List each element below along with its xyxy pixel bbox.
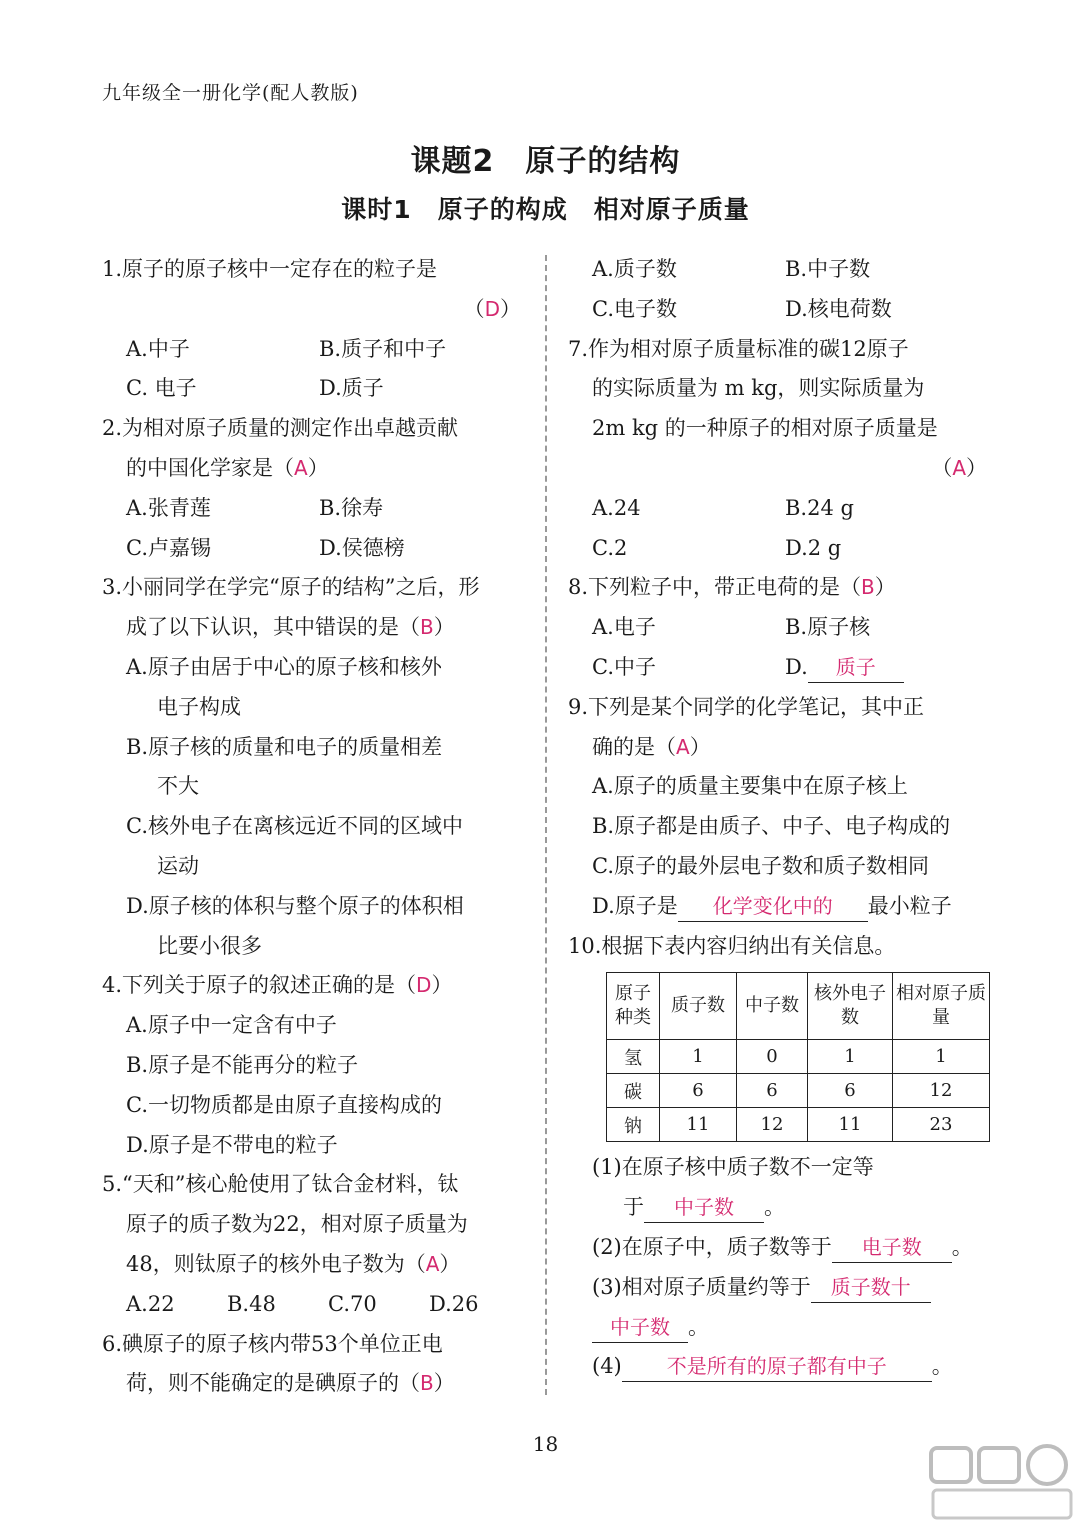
table-header: 核外电子数: [808, 973, 893, 1040]
q1-options-cd: C. 电子 D.质子: [126, 376, 384, 401]
q1-answer-line: （D）: [463, 296, 521, 321]
q3-option-d2: 比要小很多: [157, 933, 262, 958]
q10-sub3-answer-2: 中子数: [592, 1312, 688, 1343]
q10-sub3-line1: (3)相对原子质量约等于 质子数十: [568, 1268, 993, 1308]
q3-option-b2: 不大: [157, 774, 199, 799]
q10-sub3-line2: 中子数 。: [568, 1308, 993, 1348]
table-header: 相对原子质量: [893, 973, 990, 1040]
atom-info-table: [606, 972, 990, 1142]
q4-answer: D: [416, 973, 432, 998]
q9-option-b: B.原子都是由质子、中子、电子构成的: [592, 814, 951, 839]
q9-fill-answer: 化学变化中的: [678, 891, 868, 922]
q1-stem: 1.原子的原子核中一定存在的粒子是: [102, 257, 438, 281]
table-row: 钠 11 12 11 23: [607, 1108, 990, 1142]
q2-options-cd: C.卢嘉锡 D.侯德榜: [126, 535, 405, 560]
q5-stem-3: 48，则钛原子的核外电子数为（A）: [126, 1251, 461, 1276]
column-divider: [545, 255, 547, 1395]
q8-options-ab: A.电子 B.原子核: [592, 615, 871, 640]
q6-stem-1: 6.碘原子的原子核内带53个单位正电: [102, 1331, 443, 1356]
q6-options-ab: A.质子数 B.中子数: [592, 257, 871, 281]
q8-stem: 8.下列粒子中，带正电荷的是（B）: [568, 575, 896, 600]
q9-option-d: D.原子是 化学变化中的 最小粒子: [568, 887, 993, 927]
q3-option-a1: A.原子由居于中心的原子核和核外: [126, 654, 442, 679]
q3-option-d1: D.原子核的体积与整个原子的体积相: [126, 893, 464, 918]
q3-option-c2: 运动: [157, 853, 199, 878]
q5-answer: A: [425, 1251, 440, 1276]
q4-option-b: B.原子是不能再分的粒子: [126, 1052, 359, 1077]
left-column: [102, 250, 527, 1404]
q7-stem-3: 2m kg 的一种原子的相对原子质量是: [592, 416, 938, 441]
q6-options-cd: C.电子数 D.核电荷数: [592, 296, 892, 321]
q5-options: A.22 B.48 C.70 D.26: [126, 1291, 479, 1316]
q10-sub3-answer-1: 质子数十: [811, 1272, 931, 1303]
q8-fill-answer: 质子: [808, 652, 904, 683]
table-row: 碳 6 6 6 12: [607, 1074, 990, 1108]
table-header-row: [607, 973, 990, 1040]
q4-stem: 4.下列关于原子的叙述正确的是（D）: [102, 973, 453, 998]
q2-options-ab: A.张青莲 B.徐寿: [126, 495, 384, 520]
q3-answer: B: [420, 615, 434, 640]
q5-stem-1: 5.“天和”核心舱使用了钛合金材料，钛: [102, 1172, 459, 1197]
table-row: 氢 1 0 1 1: [607, 1040, 990, 1074]
q7-options-cd: C.2 D.2 g: [592, 535, 842, 560]
q10-sub1-line2: 于 中子数 。: [568, 1188, 993, 1228]
q1-options-ab: A.中子 B.质子和中子: [126, 336, 447, 361]
q10-sub2-answer: 电子数: [832, 1232, 952, 1263]
lesson-subtitle: 课时1 原子的构成 相对原子质量: [341, 195, 750, 224]
q5-stem-2: 原子的质子数为22，相对原子质量为: [126, 1212, 468, 1237]
q10-stem: 10.根据下表内容归纳出有关信息。: [568, 933, 896, 958]
q7-answer-line: （A）: [931, 455, 987, 480]
q8-answer: B: [861, 575, 875, 600]
q7-stem-1: 7.作为相对原子质量标准的碳12原子: [568, 336, 909, 361]
q7-stem-2: 的实际质量为 m kg，则实际质量为: [592, 376, 925, 401]
q10-sub1-line1: (1)在原子核中质子数不一定等: [592, 1155, 874, 1180]
lesson-title: 课题2 原子的结构: [410, 144, 681, 179]
q10-sub4: (4) 不是所有的原子都有中子 。: [568, 1347, 993, 1387]
q3-stem-2: 成了以下认识，其中错误的是（B）: [126, 615, 455, 640]
q3-option-b1: B.原子核的质量和电子的质量相差: [126, 734, 443, 759]
q4-option-d: D.原子是不带电的粒子: [126, 1132, 338, 1157]
q6-stem-2: 荷，则不能确定的是碘原子的（B）: [126, 1371, 455, 1396]
q10-sub1-answer: 中子数: [644, 1192, 764, 1223]
q6-answer: B: [420, 1371, 434, 1396]
q9-stem-1: 9.下列是某个同学的化学笔记，其中正: [568, 694, 925, 719]
q9-answer: A: [676, 734, 690, 759]
q7-options-ab: A.24 B.24 g: [592, 495, 854, 520]
table-header: 中子数: [737, 973, 808, 1040]
q2-stem-2: 的中国化学家是（A）: [126, 455, 329, 480]
q10-sub4-answer: 不是所有的原子都有中子: [622, 1351, 932, 1382]
q9-option-a: A.原子的质量主要集中在原子核上: [592, 774, 908, 799]
q4-option-a: A.原子中一定含有中子: [126, 1013, 337, 1038]
q3-option-c1: C.核外电子在离核远近不同的区域中: [126, 814, 463, 839]
q4-option-c: C.一切物质都是由原子直接构成的: [126, 1092, 442, 1117]
q2-stem-1: 2.为相对原子质量的测定作出卓越贡献: [102, 416, 459, 441]
table-header: 质子数: [660, 973, 737, 1040]
q9-option-c: C.原子的最外层电子数和质子数相同: [592, 853, 929, 878]
q3-option-a2: 电子构成: [157, 694, 241, 719]
q10-sub2: (2)在原子中，质子数等于 电子数 。: [568, 1228, 993, 1268]
book-header: 九年级全一册化学(配人教版): [102, 82, 359, 104]
table-header: 原子种类: [607, 973, 660, 1040]
q3-stem-1: 3.小丽同学在学完“原子的结构”之后，形: [102, 575, 480, 600]
right-column: [568, 250, 993, 1387]
q2-answer: A: [294, 455, 308, 480]
q1-answer: D: [484, 296, 500, 321]
page-number: 18: [532, 1432, 559, 1456]
q9-stem-2: 确的是（A）: [592, 734, 711, 759]
watermark-logo-icon: [927, 1444, 1077, 1522]
q8-options-cd: C.中子 D. 质子: [568, 648, 993, 688]
q7-answer: A: [952, 455, 966, 480]
